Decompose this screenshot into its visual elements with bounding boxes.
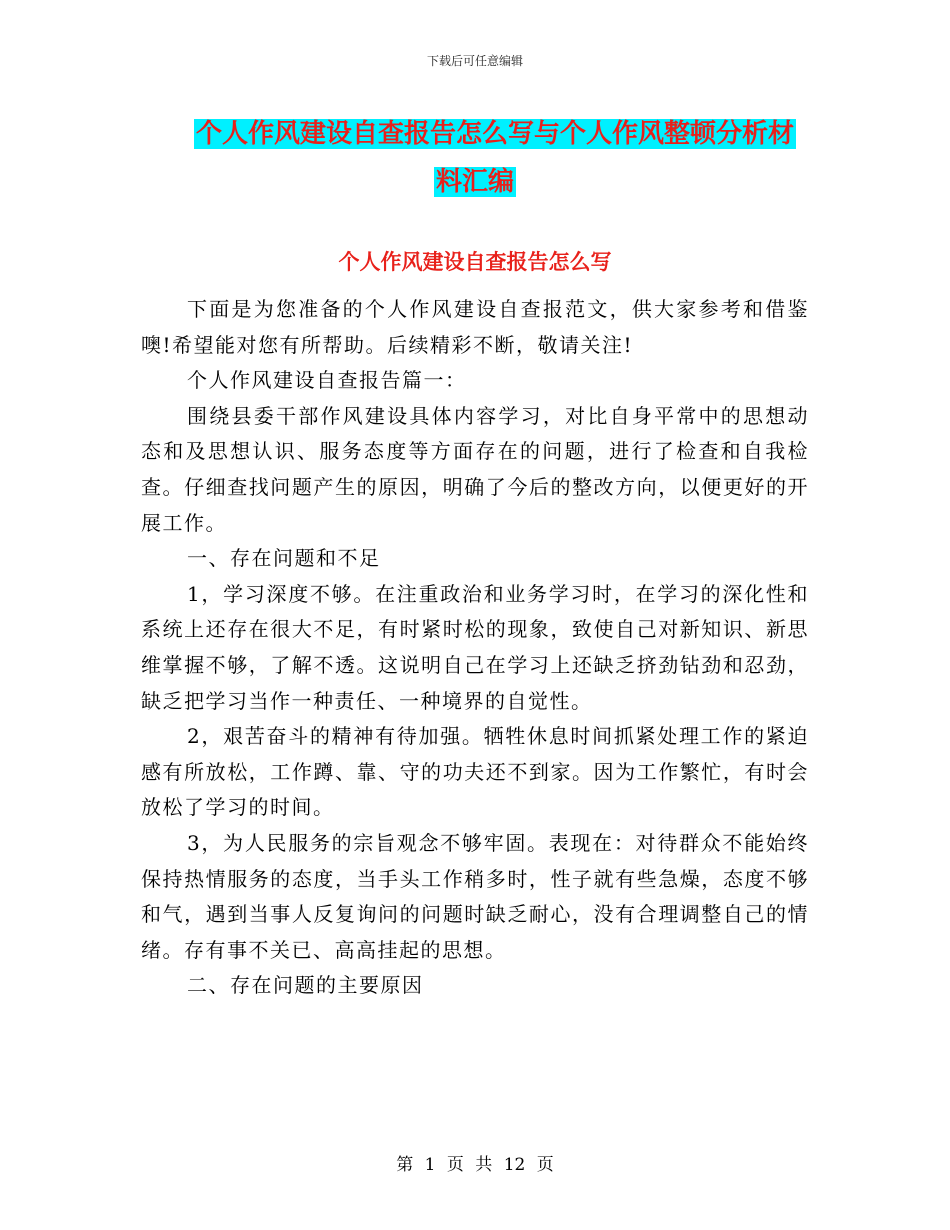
paragraph-intro: 下面是为您准备的个人作风建设自查报范文，供大家参考和借鉴噢!希望能对您有所帮助。后续精彩不断，敬请关注!: [141, 297, 809, 357]
document-title-line-2-text: 料汇编: [435, 167, 514, 197]
document-title-line-1-text: 个人作风建设自查报告怎么写与个人作风整顿分析材: [195, 119, 794, 149]
page-footer: 第 1 页 共 12 页: [396, 1155, 554, 1175]
paragraph-problem-3: 3，为人民服务的宗旨观念不够牢固。表现在：对待群众不能始终保持热情服务的态度，当手头工作稍多时，性子就有些急燥，态度不够和气，遇到当事人反复询问的问题时缺乏耐心，没有合理调整自己的情绪。存有事不关已、高高挂起的思想。: [141, 830, 809, 962]
document-title-line-2: [0, 158, 950, 206]
paragraph-causes-heading: 二、存在问题的主要原因: [187, 973, 424, 998]
paragraph-problem-2: 2，艰苦奋斗的精神有待加强。牺牲休息时间抓紧处理工作的紧迫感有所放松，工作蹲、靠、守的功夫还不到家。因为工作繁忙，有时会放松了学习的时间。: [141, 724, 809, 820]
body-text: [141, 292, 809, 1004]
paragraph-report-heading: 个人作风建设自查报告篇一：: [187, 368, 467, 393]
paragraph-overview: 围绕县委干部作风建设具体内容学习，对比自身平常中的思想动态和及思想认识、服务态度等方面存在的问题，进行了检查和自我检查。仔细查找问题产生的原因，明确了今后的整改方向，以便更好的开展工作。: [141, 403, 809, 535]
section-title: 个人作风建设自查报告怎么写: [338, 250, 612, 274]
page-header: 下载后可任意编辑: [426, 54, 523, 68]
document-title-line-1: [0, 110, 950, 158]
paragraph-problems-heading: 一、存在问题和不足: [187, 546, 381, 571]
paragraph-problem-1: 1，学习深度不够。在注重政治和业务学习时，在学习的深化性和系统上还存在很大不足，有时紧时松的现象，致使自己对新知识、新思维掌握不够，了解不透。这说明自己在学习上还缺乏挤劲钻劲和忍劲，缺乏把学习当作一种责任、一种境界的自觉性。: [141, 581, 809, 713]
document-title: [0, 110, 950, 206]
